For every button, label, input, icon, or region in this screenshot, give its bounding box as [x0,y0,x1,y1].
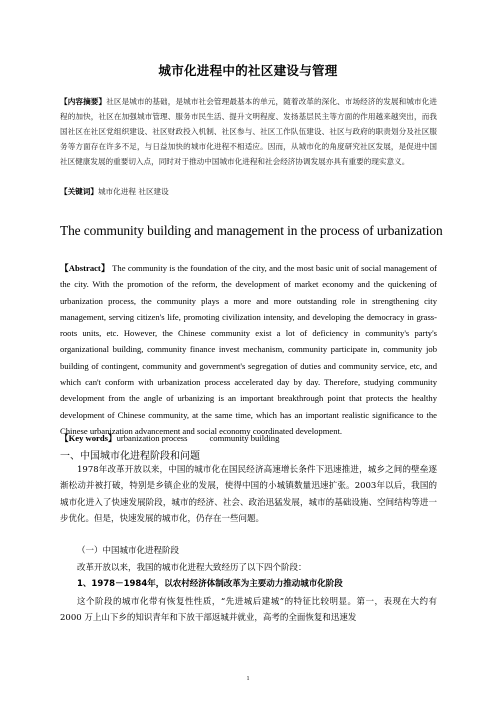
keywords-cn-label: 【关键词】 [60,187,98,196]
keywords-en [60,432,437,444]
abstract-cn-label: 【内容摘要】 [60,97,107,106]
keywords-en-label: 【Key words】 [60,433,117,443]
section-1-heading: 一、中国城市化进程阶段和问题 [60,451,200,462]
abstract-en-label: 【Abstract】 [60,263,110,273]
abstract-en-text: The community is the foundation of the city, and the most basic unit of social management of the city. With the promotion of the reform, the development of market economy and the quickening of urbanization process, the community plays a more and more outstanding role in strengthening city management, serving citizen's life, promoting civilization intensity, and developing the democracy in grass-roots units, etc. However, the Chinese community exist a lot of deficiency in community's party's organizational building, community finance invest mechanism, community participate in, community job building of contingent, community and government's segregation of duties and community service, etc, and which can't conform with urbanization process accelerated day by day. Therefore, studying community development from the angle of urbanizing is an important breakthrough point that protects the healthy development of Chinese community, at the same time, which has an important realistic significance to the Chinese urbanization advancement and social economy coordinated development. [60,263,437,436]
paper-title: 城市化进程中的社区建设与管理 [158,63,338,78]
abstract-cn [60,94,437,169]
abstract-en [60,260,437,439]
section-1-paragraph: 1978年改革开放以来，中国的城市化在国民经济高速增长条件下迅速推进，城乡之间的壁垒逐渐松动并被打破，特别是乡镇企业的发展，使得中国的小城镇数量迅速扩张。2003年以后，我国的城市化进入了快速发展阶段，城市的经济、社会、政治迅猛发展，城市的基础设施、空间结构等进一步优化。但是，快速发展的城市化，仍存在一些问题。 [60,465,437,525]
subsection-1-heading: （一）中国城市化进程阶段 [77,546,180,556]
keywords-en-1: urbanization process [116,433,188,443]
subsection-1-intro: 改革开放以来，我国的城市化进程大致经历了以下四个阶段： [77,563,307,573]
page-number: 1 [246,676,250,682]
abstract-cn-text: 社区是城市的基础，是城市社会管理最基本的单元，随着改革的深化、市场经济的发展和城市化进程的加快，社区在加强城市管理、服务市民生活、提升文明程度、发扬基层民主等方面的作用越来越突出，而我国社区在社区党组织建设、社区财政投入机制、社区参与、社区工作队伍建设、社区与政府的职责划分及社区服务等方面存在许多不足，与日益加快的城市化进程不相适应。因而，从城市化的角度研究社区发展，是促进中国社区健康发展的重要切入点，同时对于推动中国城市化进程和社会经济协调发展亦具有重要的现实意义。 [60,97,438,166]
keywords-cn [60,184,437,199]
stage-1-paragraph: 这个阶段的城市化带有恢复性性质，“先进城后建城”的特征比较明显。第一，表现在大约有 2000 万上山下乡的知识青年和下放干部返城并就业，高考的全面恢复和迅速发 [60,597,437,624]
keywords-en-2: community building [209,433,280,443]
english-title: The community building and management in the process of urbanization [60,223,443,238]
keywords-cn-text: 城市化进程 社区建设 [97,187,169,196]
stage-1-heading: 1、1978－1984年，以农村经济体制改革为主要动力推动城市化阶段 [77,579,343,589]
